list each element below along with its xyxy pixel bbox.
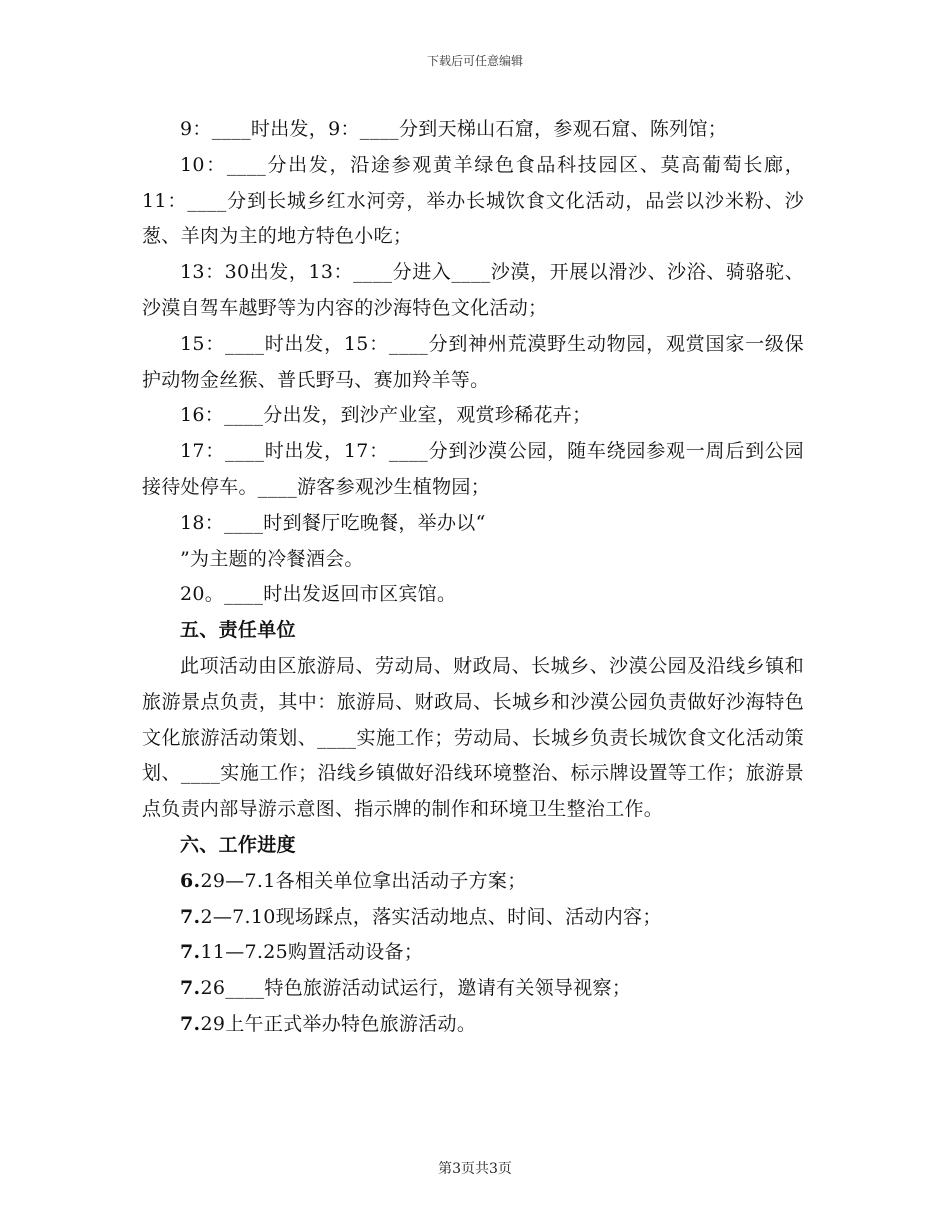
progress-item-number: 6. <box>180 869 201 892</box>
progress-item-number: 7. <box>180 1012 201 1035</box>
section-heading-progress: 六、工作进度 <box>180 833 296 856</box>
progress-item-text: 26____特色旅游活动试运行，邀请有关领导视察； <box>200 977 632 1000</box>
schedule-line: 17：____时出发，17：____分到沙漠公园，随车绕园参观一周后到公园接待处停车。____游客参观沙生植物园； <box>142 440 804 498</box>
schedule-line: 16：____分出发，到沙产业室，观赏珍稀花卉； <box>180 404 592 427</box>
progress-item-number: 7. <box>180 905 201 928</box>
progress-item-text: 29上午正式举办特色旅游活动。 <box>200 1012 477 1035</box>
progress-item <box>142 971 804 1007</box>
schedule-line: 18：____时到餐厅吃晚餐，举办以“ <box>180 511 486 534</box>
schedule-line: 13：30出发，13：____分进入____沙漠，开展以滑沙、沙浴、骑骆驼、沙漠自驾车越野等为内容的沙海特色文化活动； <box>142 261 804 319</box>
progress-item <box>142 1007 804 1043</box>
progress-item-number: 7. <box>180 941 201 964</box>
progress-item-text: 2—7.10现场踩点，落实活动地点、时间、活动内容； <box>200 905 662 928</box>
progress-item-number: 7. <box>180 977 201 1000</box>
schedule-line: 10：____分出发，沿途参观黄羊绿色食品科技园区、莫高葡萄长廊，11：____分到长城乡红水河旁，举办长城饮食文化活动，品尝以沙米粉、沙葱、羊肉为主的地方特色小吃； <box>142 153 804 248</box>
page-header: 下载后可任意编辑 <box>426 54 523 68</box>
document-body <box>142 112 804 1043</box>
progress-item-text: 11—7.25购置活动设备； <box>200 941 424 964</box>
responsibility-paragraph: 此项活动由区旅游局、劳动局、财政局、长城乡、沙漠公园及沿线乡镇和旅游景点负责，其中：旅游局、财政局、长城乡和沙漠公园负责做好沙海特色文化旅游活动策划、____实施工作；劳动局、长城乡负责长城饮食文化活动策划、____实施工作；沿线乡镇做好沿线环境整治、标示牌设置等工作；旅游景点负责内部导游示意图、指示牌的制作和环境卫生整治工作。 <box>142 654 804 821</box>
progress-item-text: 29—7.1各相关单位拿出活动子方案； <box>200 869 527 892</box>
schedule-line: 9：____时出发，9：____分到天梯山石窟，参观石窟、陈列馆； <box>180 118 728 140</box>
schedule-line: 20。____时出发返回市区宾馆。 <box>180 583 457 606</box>
progress-item <box>142 900 804 936</box>
section-heading-responsibility: 五、责任单位 <box>180 619 296 642</box>
progress-item <box>142 864 804 900</box>
page-footer: 第3页共3页 <box>438 1161 512 1177</box>
progress-item <box>142 935 804 971</box>
schedule-line: ”为主题的冷餐酒会。 <box>180 547 364 570</box>
schedule-line: 15：____时出发，15：____分到神州荒漠野生动物园，观赏国家一级保护动物金丝猴、普氏野马、赛加羚羊等。 <box>142 332 804 391</box>
